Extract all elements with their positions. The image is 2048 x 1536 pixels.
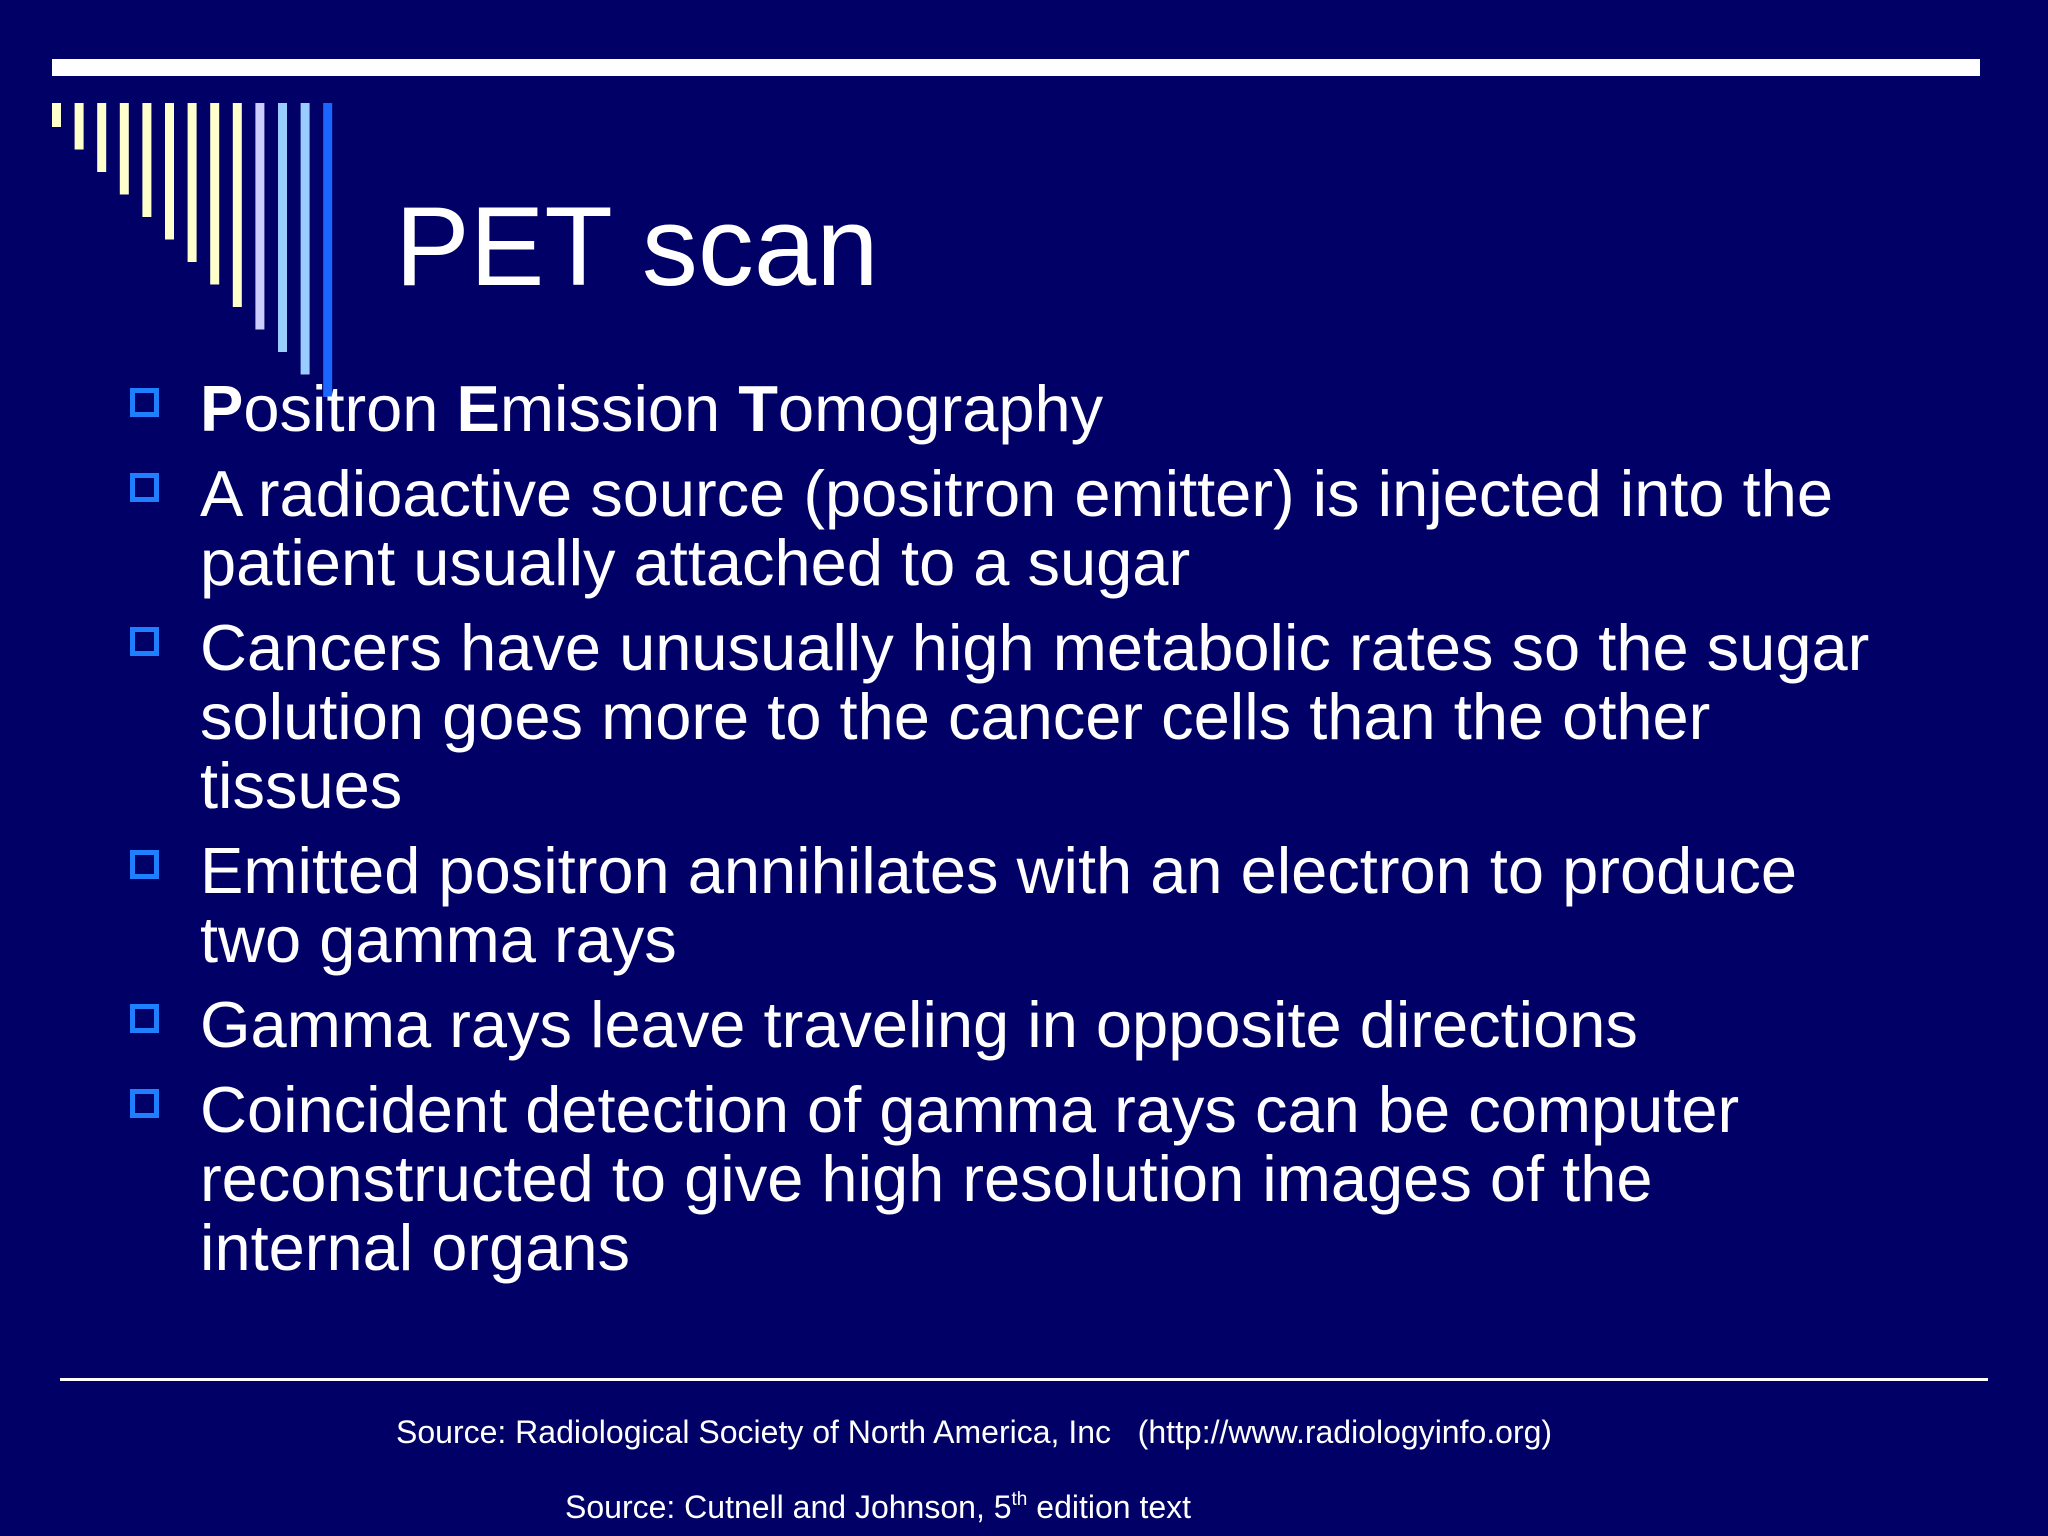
bullet-line: two gamma rays [200, 903, 677, 976]
acronym-letter: E [456, 372, 500, 445]
bullet-item [127, 990, 1987, 1059]
acronym-rest: omography [777, 372, 1104, 445]
bullet-line: Cancers have unusually high metabolic rates so the sugar [200, 611, 1870, 684]
bullet-line: Coincident detection of gamma rays can be computer [200, 1073, 1740, 1146]
decorative-stripe [52, 103, 61, 127]
square-bullet-icon [130, 1089, 159, 1118]
source-2-tail: edition text [1027, 1489, 1192, 1525]
decorative-stripe [188, 103, 197, 262]
decorative-stripe [120, 103, 129, 195]
bullet-line: internal organs [200, 1211, 630, 1284]
slide-title: PET scan [395, 184, 879, 309]
top-divider-rule [52, 59, 1980, 76]
bullet-line: Emitted positron annihilates with an electron to produce [200, 834, 1798, 907]
source-citation-1: Source: Radiological Society of North America, Inc (http://www.radiologyinfo.org) [396, 1414, 1553, 1450]
square-bullet-icon [130, 388, 159, 417]
source-2-text: Source: Cutnell and Johnson, 5 [565, 1489, 1012, 1525]
bullet-line: A radioactive source (positron emitter) is injected into the [200, 457, 1833, 530]
bullet-line: patient usually attached to a sugar [200, 526, 1191, 599]
acronym-rest: mission [499, 372, 739, 445]
footer-divider-rule [60, 1378, 1988, 1381]
bullet-item [127, 613, 1987, 820]
decorative-stripe [75, 103, 84, 150]
decorative-stripe [210, 103, 219, 285]
bullet-line: reconstructed to give high resolution images of the [200, 1142, 1653, 1215]
bullet-text [200, 372, 1103, 445]
bullet-line: tissues [200, 749, 403, 822]
decorative-stripe [301, 103, 310, 375]
decorative-stripes [0, 0, 340, 400]
bullet-item [127, 374, 1987, 443]
acronym-letter: P [200, 372, 244, 445]
decorative-stripe [97, 103, 106, 172]
acronym-letter: T [738, 372, 778, 445]
square-bullet-icon [130, 850, 159, 879]
bullet-item [127, 459, 1987, 597]
decorative-stripe [323, 103, 332, 397]
square-bullet-icon [130, 627, 159, 656]
bullet-item [127, 836, 1987, 974]
decorative-stripe [142, 103, 151, 217]
bullet-line: solution goes more to the cancer cells than the other [200, 680, 1711, 753]
decorative-stripe [278, 103, 287, 352]
ordinal-suffix: th [1011, 1489, 1028, 1510]
bullet-item [127, 1075, 1987, 1282]
bullet-list [127, 374, 1987, 1298]
square-bullet-icon [130, 473, 159, 502]
source-citation-2 [565, 1487, 1191, 1527]
square-bullet-icon [130, 1004, 159, 1033]
bullet-line: Gamma rays leave traveling in opposite directions [200, 988, 1638, 1061]
decorative-stripe [165, 103, 174, 240]
decorative-stripe [255, 103, 264, 330]
acronym-rest: ositron [243, 372, 457, 445]
decorative-stripe [233, 103, 242, 307]
